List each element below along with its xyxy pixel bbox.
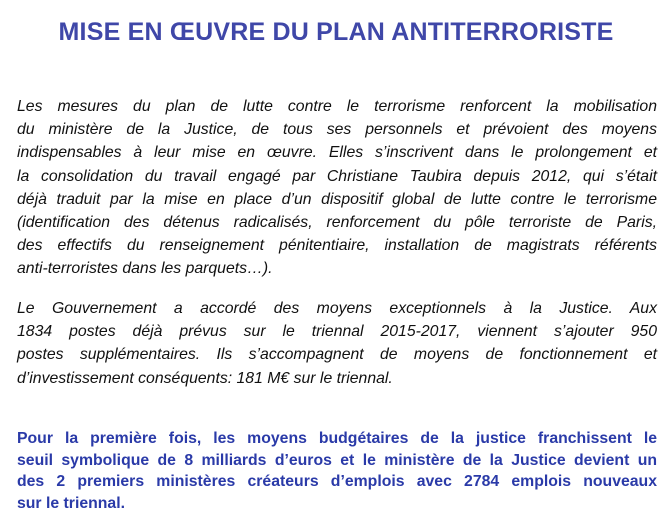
- text-line: Le Gouvernement a accordé des moyens exceptionnels à la Justice. Aux: [17, 300, 657, 317]
- text-line: du ministère de la Justice, de tous ses personnels et prévoient des moyens: [17, 121, 657, 139]
- text-line: (identification des détenus radicalisés, renforcement du pôle terroriste de Paris,: [17, 214, 657, 232]
- text-line: la consolidation du travail engagé par Christiane Taubira depuis 2012, qui s’était: [17, 167, 657, 185]
- text-line: déjà traduit par la mise en place d’un dispositif global de lutte contre le terrorisme: [17, 190, 657, 208]
- text-line: des effectifs du renseignement pénitentiaire, installation de magistrats référents: [17, 237, 657, 255]
- paragraph-plan-measures: [17, 95, 657, 281]
- text-line: 1834 postes déjà prévus sur le triennal 2015-2017, viennent s’ajouter 950: [17, 323, 657, 341]
- text-line: Les mesures du plan de lutte contre le terrorisme renforcent la mobilisation: [17, 98, 657, 115]
- highlight-paragraph: [17, 428, 657, 514]
- page-title: MISE EN ŒUVRE DU PLAN ANTITERRORISTE: [58, 18, 614, 46]
- text-line: seuil symbolique de 8 milliards d’euros et le ministère de la Justice devient un: [17, 451, 657, 469]
- text-line: Pour la première fois, les moyens budgétaires de la justice franchissent le: [17, 430, 657, 447]
- text-line: indispensables à leur mise en œuvre. Elles s’inscrivent dans le prolongement et: [17, 144, 657, 162]
- text-line: des 2 premiers ministères créateurs d’emplois avec 2784 emplois nouveaux: [17, 473, 657, 490]
- text-line: anti-terroristes dans les parquets…).: [17, 260, 273, 278]
- text-line: postes supplémentaires. Ils s’accompagnent de moyens de fonctionnement et: [17, 346, 657, 364]
- paragraph-government-means: [17, 297, 657, 390]
- text-line: sur le triennal.: [17, 494, 125, 512]
- text-line: d’investissement conséquents: 181 M€ sur le triennal.: [17, 369, 393, 387]
